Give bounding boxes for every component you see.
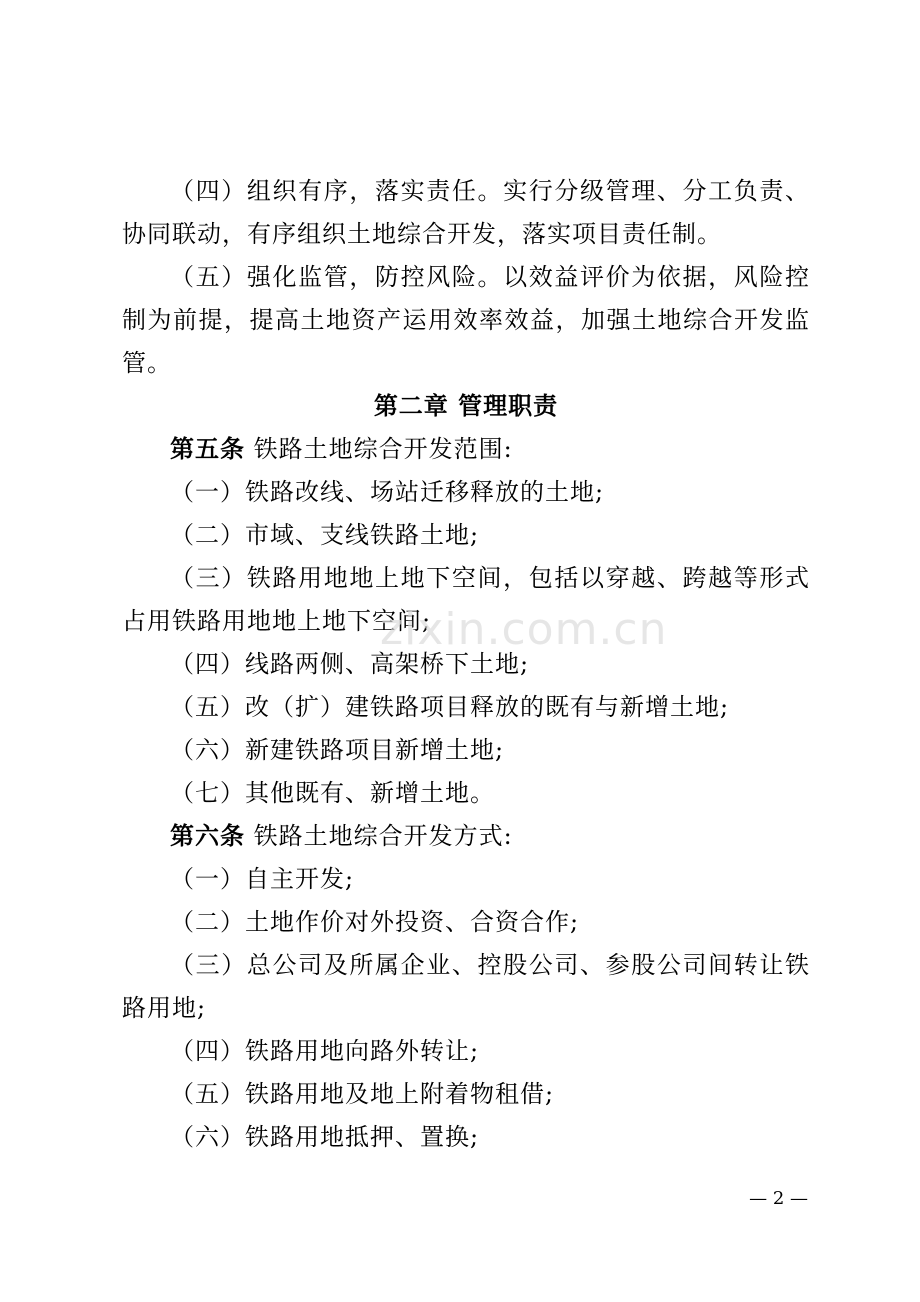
article-5-item-6: （六）新建铁路项目新增土地; [170, 736, 505, 764]
chapter-title: 第二章 管理职责 [373, 392, 559, 420]
article-6-heading [122, 815, 810, 858]
article-5-label: 第五条 [170, 435, 245, 463]
watermark: zixin.com.cn [380, 604, 668, 655]
paragraph-principle-5: （五）强化监管，防控风险。以效益评价为依据，风险控制为前提，提高土地资产运用效率效益，加强土地综合开发监管。 [122, 263, 810, 377]
article-6-text: 铁路土地综合开发方式: [245, 822, 513, 850]
paragraph-principle-4: （四）组织有序，落实责任。实行分级管理、分工负责、协同联动，有序组织土地综合开发，落实项目责任制。 [122, 177, 810, 248]
article-5-item-7: （七）其他既有、新增土地。 [170, 779, 495, 807]
article-6-item-4: （四）铁路用地向路外转让; [170, 1037, 480, 1065]
article-5-item-3: （三）铁路用地地上地下空间，包括以穿越、跨越等形式占用铁路用地地上地下空间; [122, 564, 810, 635]
article-6-item-1: （一）自主开发; [170, 865, 355, 893]
article-5-item-5: （五）改（扩）建铁路项目释放的既有与新增土地; [170, 693, 730, 721]
article-6-item-2: （二）土地作价对外投资、合资合作; [170, 908, 580, 936]
article-6-item-6: （六）铁路用地抵押、置换; [170, 1123, 480, 1151]
article-6-item-3: （三）总公司及所属企业、控股公司、参股公司间转让铁路用地; [122, 951, 810, 1022]
article-5-text: 铁路土地综合开发范围: [245, 435, 513, 463]
article-5-item-1: （一）铁路改线、场站迁移释放的土地; [170, 478, 605, 506]
page-number: — 2 — [749, 1188, 808, 1209]
article-5-item-4: （四）线路两侧、高架桥下土地; [170, 650, 530, 678]
document-body [122, 170, 810, 1159]
article-6-label: 第六条 [170, 822, 245, 850]
article-6-item-5: （五）铁路用地及地上附着物租借; [170, 1080, 555, 1108]
article-5-heading [122, 428, 810, 471]
article-5-item-2: （二）市域、支线铁路土地; [170, 521, 480, 549]
